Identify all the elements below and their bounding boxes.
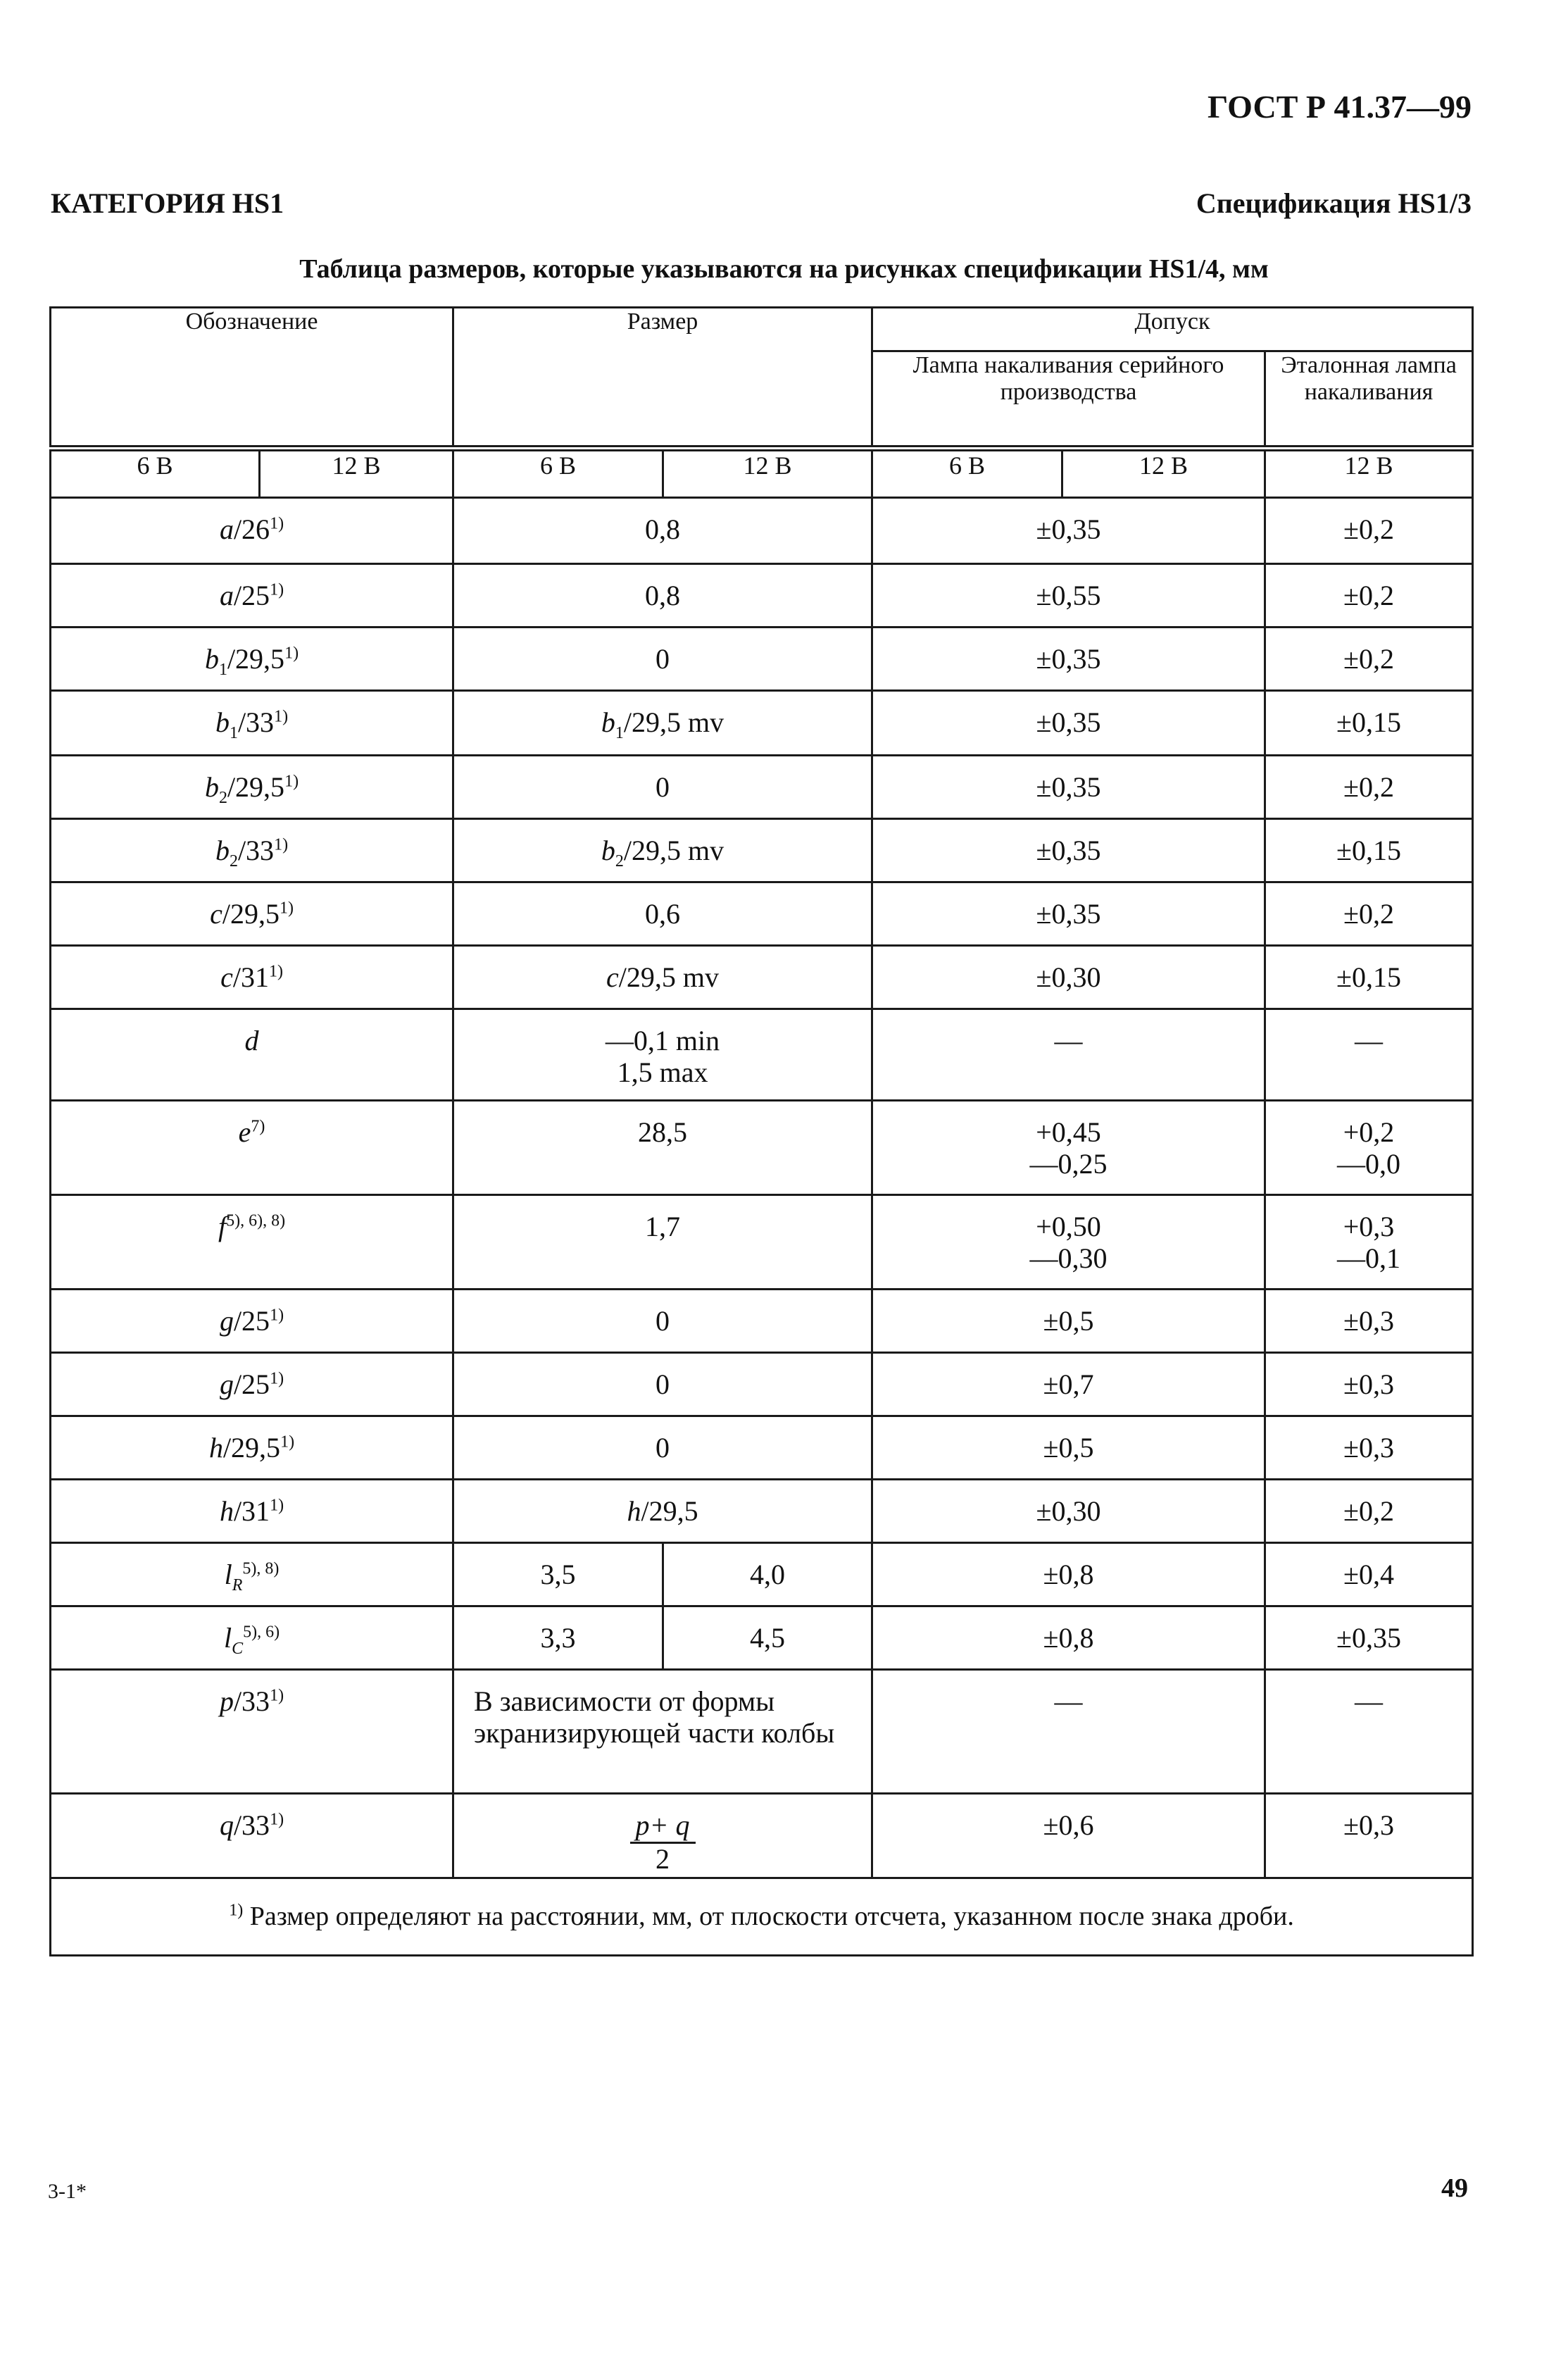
header-designation-6v: 6 В (51, 449, 260, 498)
serial-tolerance-cell: ±0,30 (872, 1480, 1265, 1543)
serial-tolerance-cell: ±0,8 (872, 1606, 1265, 1670)
table-row (51, 1353, 1473, 1416)
reference-tolerance-cell: — (1265, 1009, 1473, 1101)
reference-tolerance-cell: ±0,3 (1265, 1794, 1473, 1878)
table-row (51, 1290, 1473, 1353)
table-row (51, 1009, 1473, 1101)
document-code: ГОСТ Р 41.37—99 (1208, 89, 1472, 125)
table-title: Таблица размеров, которые указываются на рисунках спецификации HS1/4, мм (299, 254, 1269, 284)
header-size: Размер (453, 308, 872, 449)
size-cell: $b_1/29,5$ mv (453, 691, 872, 756)
designation-cell: c/31$^{1)}$ (51, 946, 453, 1009)
serial-tolerance-cell: ±0,35 (872, 756, 1265, 819)
size-cell: $b_2/29,5$ mv (453, 819, 872, 882)
designation-cell: d (51, 1009, 453, 1101)
category-heading: КАТЕГОРИЯ HS1 (51, 187, 284, 219)
serial-tolerance-cell: ±0,55 (872, 564, 1265, 628)
designation-cell: $l_C^{5), 6)}$ (51, 1606, 453, 1670)
reference-tolerance-cell: ±0,2 (1265, 564, 1473, 628)
reference-tolerance-cell: ±0,2 (1265, 882, 1473, 946)
designation-cell: $f^{5), 6), 8)}$ (51, 1195, 453, 1290)
size-fraction: $\frac{p+ q}{2}$ (630, 1810, 696, 1875)
serial-tolerance-cell: +0,50 —0,30 (872, 1195, 1265, 1290)
header-serial-12v: 12 В (1062, 449, 1265, 498)
size-cell: 0 (453, 756, 872, 819)
page-number: 49 (1441, 2173, 1468, 2203)
table-row (51, 564, 1473, 628)
reference-tolerance-cell: — (1265, 1670, 1473, 1794)
header-reference-12v: 12 В (1265, 449, 1473, 498)
designation-cell: h/29,5$^{1)}$ (51, 1416, 453, 1480)
reference-tolerance-cell: ±0,3 (1265, 1416, 1473, 1480)
header-size-12v: 12 В (663, 449, 872, 498)
designation-cell: c/29,5$^{1)}$ (51, 882, 453, 946)
reference-tolerance-cell: ±0,15 (1265, 819, 1473, 882)
size-6v-cell: 3,3 (453, 1606, 663, 1670)
serial-tolerance-cell: — (872, 1670, 1265, 1794)
reference-tolerance-cell: ±0,15 (1265, 691, 1473, 756)
table-row (51, 1543, 1473, 1606)
header-designation-12v: 12 В (260, 449, 453, 498)
size-cell: В зависимости от формы экранизирующей части колбы (453, 1670, 872, 1794)
reference-tolerance-cell: ±0,2 (1265, 756, 1473, 819)
reference-tolerance-cell: ±0,3 (1265, 1290, 1473, 1353)
signature-mark: 3-1* (48, 2180, 87, 2203)
designation-cell: h/31$^{1)}$ (51, 1480, 453, 1543)
designation-cell: $l_R^{5), 8)}$ (51, 1543, 453, 1606)
table-row (51, 1416, 1473, 1480)
header-serial-6v: 6 В (872, 449, 1062, 498)
header-serial-lamp: Лампа накаливания серийного производства (872, 351, 1265, 449)
serial-tolerance-cell: ±0,35 (872, 819, 1265, 882)
reference-tolerance-cell: ±0,35 (1265, 1606, 1473, 1670)
header-designation: Обозначение (51, 308, 453, 449)
serial-tolerance-cell: ±0,7 (872, 1353, 1265, 1416)
footnote: $^{1)}$ Размер определяют на расстоянии, мм, от плоскости отсчета, указанном после знака дроби. (51, 1878, 1473, 1956)
size-cell: h/29,5 (453, 1480, 872, 1543)
reference-tolerance-cell: ±0,15 (1265, 946, 1473, 1009)
serial-tolerance-cell: ±0,35 (872, 498, 1265, 564)
designation-cell: $b_2/33^{1)}$ (51, 819, 453, 882)
reference-tolerance-cell: ±0,2 (1265, 1480, 1473, 1543)
serial-tolerance-cell: ±0,5 (872, 1290, 1265, 1353)
specification-heading: Спецификация HS1/3 (1196, 187, 1472, 219)
serial-tolerance-cell: ±0,5 (872, 1416, 1265, 1480)
designation-cell: $b_1/33^{1)}$ (51, 691, 453, 756)
dimensions-table (49, 306, 1474, 1956)
table-row (51, 1606, 1473, 1670)
designation-cell: q/33$^{1)}$ (51, 1794, 453, 1878)
table-row (51, 1195, 1473, 1290)
table-row (51, 498, 1473, 564)
reference-tolerance-cell: +0,3 —0,1 (1265, 1195, 1473, 1290)
serial-tolerance-cell: ±0,35 (872, 691, 1265, 756)
size-cell: 0 (453, 1290, 872, 1353)
size-cell: 0 (453, 628, 872, 691)
header-tolerance: Допуск (872, 308, 1473, 351)
header-reference-lamp: Эталонная лампа накаливания (1265, 351, 1473, 449)
table-row (51, 1101, 1473, 1195)
designation-cell: a/25$^{1)}$ (51, 564, 453, 628)
serial-tolerance-cell: ±0,30 (872, 946, 1265, 1009)
reference-tolerance-cell: ±0,3 (1265, 1353, 1473, 1416)
table-row (51, 1794, 1473, 1878)
serial-tolerance-cell: ±0,6 (872, 1794, 1265, 1878)
table-row (51, 628, 1473, 691)
reference-tolerance-cell: +0,2 —0,0 (1265, 1101, 1473, 1195)
size-cell: 0 (453, 1416, 872, 1480)
size-cell: —0,1 min 1,5 max (453, 1009, 872, 1101)
table-row (51, 756, 1473, 819)
designation-cell: g/25$^{1)}$ (51, 1290, 453, 1353)
table-row (51, 946, 1473, 1009)
size-cell: 0,8 (453, 498, 872, 564)
size-12v-cell: 4,0 (663, 1543, 872, 1606)
size-cell: 28,5 (453, 1101, 872, 1195)
serial-tolerance-cell: ±0,8 (872, 1543, 1265, 1606)
size-cell (453, 1794, 872, 1878)
designation-cell: $b_2/29,5^{1)}$ (51, 756, 453, 819)
designation-cell: $e^{7)}$ (51, 1101, 453, 1195)
serial-tolerance-cell: ±0,35 (872, 882, 1265, 946)
header-size-6v: 6 В (453, 449, 663, 498)
designation-cell: a/26$^{1)}$ (51, 498, 453, 564)
size-cell: 1,7 (453, 1195, 872, 1290)
footnote-row (51, 1878, 1473, 1956)
size-cell: 0,8 (453, 564, 872, 628)
designation-cell: g/25$^{1)}$ (51, 1353, 453, 1416)
table-row (51, 1670, 1473, 1794)
reference-tolerance-cell: ±0,2 (1265, 498, 1473, 564)
table-row (51, 882, 1473, 946)
table-row (51, 691, 1473, 756)
reference-tolerance-cell: ±0,2 (1265, 628, 1473, 691)
size-cell: 0,6 (453, 882, 872, 946)
table-row (51, 819, 1473, 882)
serial-tolerance-cell: — (872, 1009, 1265, 1101)
size-cell: c/29,5 mv (453, 946, 872, 1009)
designation-cell: p/33$^{1)}$ (51, 1670, 453, 1794)
designation-cell: $b_1/29,5^{1)}$ (51, 628, 453, 691)
table-row (51, 1480, 1473, 1543)
size-6v-cell: 3,5 (453, 1543, 663, 1606)
serial-tolerance-cell: +0,45 —0,25 (872, 1101, 1265, 1195)
size-cell: 0 (453, 1353, 872, 1416)
size-12v-cell: 4,5 (663, 1606, 872, 1670)
reference-tolerance-cell: ±0,4 (1265, 1543, 1473, 1606)
serial-tolerance-cell: ±0,35 (872, 628, 1265, 691)
